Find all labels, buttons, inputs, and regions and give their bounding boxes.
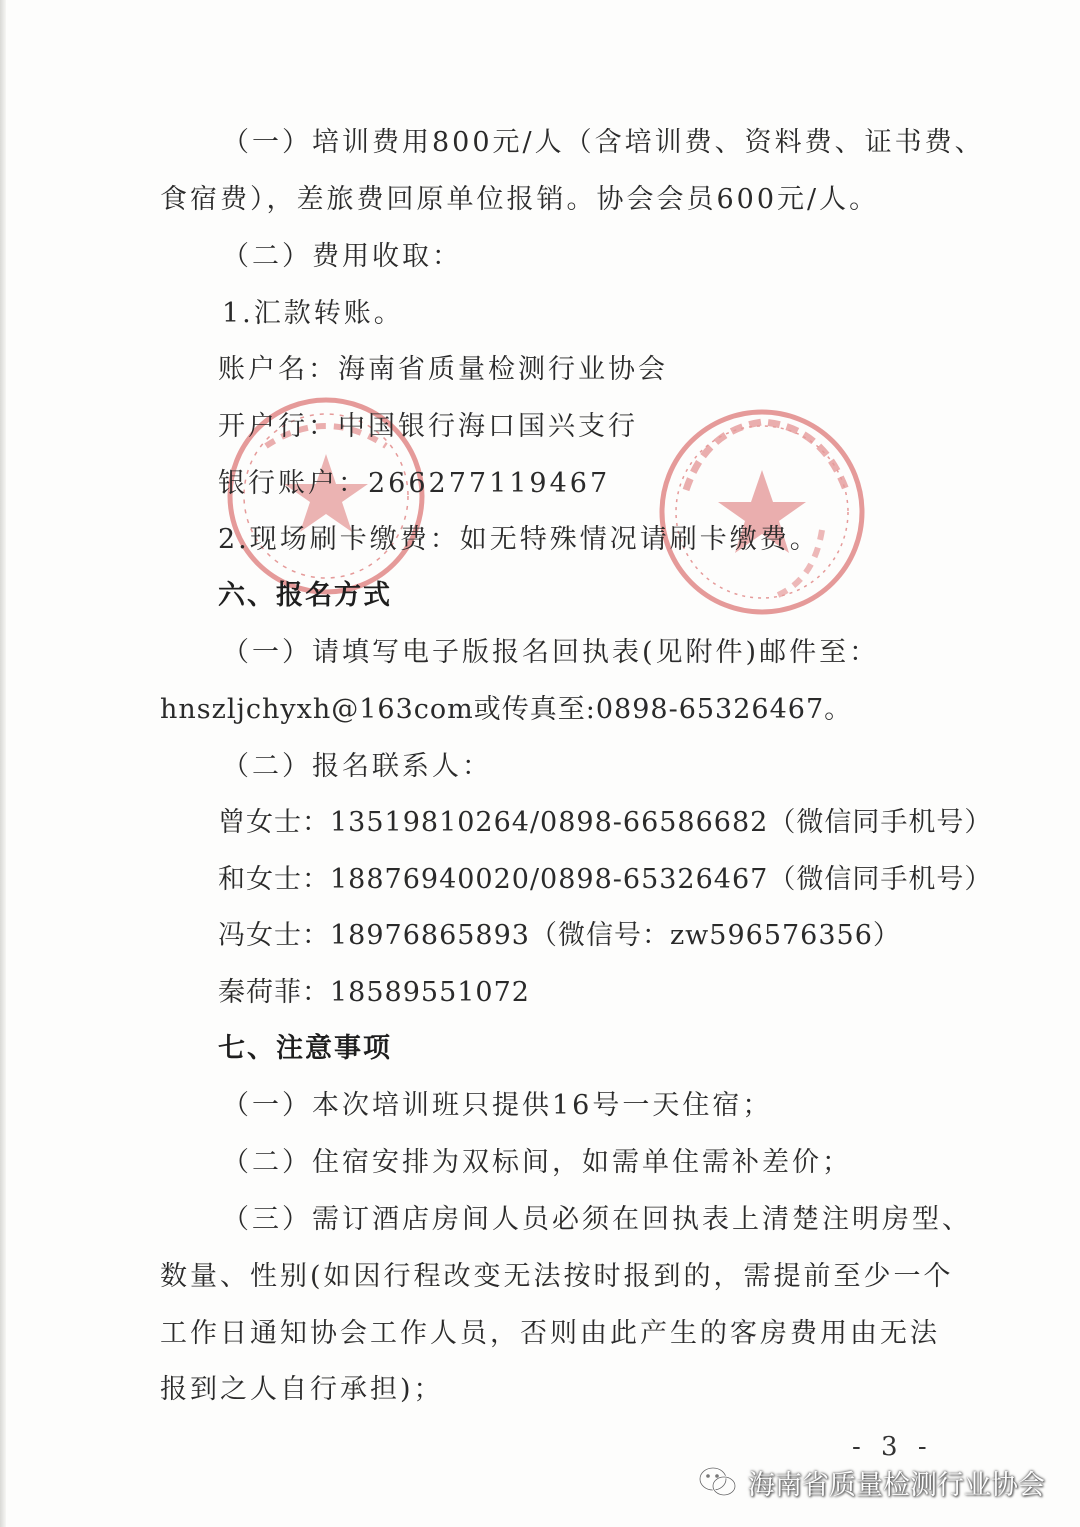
text-line-bank: 开户行：中国银行海口国兴支行 (218, 411, 638, 442)
wechat-icon (698, 1465, 738, 1499)
text-line-note-3: （三）需订酒店房间人员必须在回执表上清楚注明房型、 (222, 1204, 972, 1235)
seal-right-stamp (646, 400, 876, 620)
text-line-account-name: 账户名：海南省质量检测行业协会 (218, 354, 668, 385)
text-line-contact-qin: 秦荷菲：18589551072 (218, 977, 530, 1008)
text-line-contact-zeng: 曾女士：13519810264/0898-66586682（微信同手机号） (218, 807, 993, 838)
text-line-email-fax: hnszljchyxh@163com或传真至:0898-65326467。 (160, 694, 853, 725)
text-line-account-number: 银行账户：266277119467 (218, 468, 611, 499)
page-edge-shadow (0, 0, 6, 1527)
text-line-fee: （一）培训费用800元/人（含培训费、资料费、证书费、 (222, 127, 985, 158)
text-line-email-form: （一）请填写电子版报名回执表(见附件)邮件至： (222, 637, 880, 668)
text-line-fee-cont: 食宿费），差旅费回原单位报销。协会会员600元/人。 (160, 184, 880, 215)
text-line-contacts: （二）报名联系人： (222, 751, 492, 782)
text-line-transfer: 1.汇款转账。 (222, 298, 404, 329)
wechat-watermark (698, 1462, 1045, 1502)
text-line-contact-he: 和女士：18876940020/0898-65326467（微信同手机号） (218, 864, 993, 895)
text-line-note-3-cont2: 工作日通知协会工作人员，否则由此产生的客房费用由无法 (160, 1318, 940, 1349)
text-line-note-3-cont1: 数量、性别(如因行程改变无法按时报到的，需提前至少一个 (160, 1261, 954, 1292)
text-line-note-1: （一）本次培训班只提供16号一天住宿； (222, 1090, 773, 1121)
section-heading-registration: 六、报名方式 (218, 580, 392, 611)
text-line-fee-collection: （二）费用收取： (222, 241, 462, 272)
text-line-contact-feng: 冯女士：18976865893（微信号：zw596576356） (218, 920, 901, 951)
text-line-note-3-cont3: 报到之人自行承担)； (160, 1374, 444, 1405)
watermark-text: 海南省质量检测行业协会 (748, 1469, 1045, 1501)
section-heading-notes: 七、注意事项 (218, 1033, 392, 1064)
text-line-note-2: （二）住宿安排为双标间，如需单住需补差价； (222, 1147, 852, 1178)
text-line-card-payment: 2.现场刷卡缴费：如无特殊情况请刷卡缴费。 (218, 524, 820, 555)
page-number: - 3 - (852, 1432, 933, 1462)
